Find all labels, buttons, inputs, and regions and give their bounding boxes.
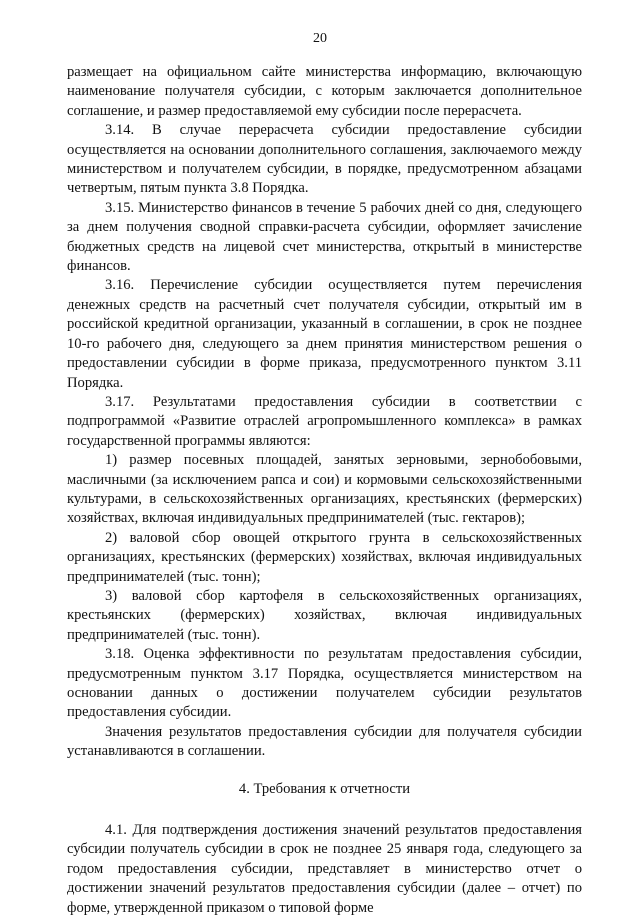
list-item-3: 3) валовой сбор картофеля в сельскохозяйственных организациях, крестьянских (фермерских) хозяйствах, включая индивидуальных предпринимателей (тыс. тонн).: [67, 587, 582, 643]
paragraph-4-1: 4.1. Для подтверждения достижения значений результатов предоставления субсидии получатель субсидии в срок не позднее 25 января года, следующего за годом предоставления субсидии, представляет в министерство отчет о достижении значений результатов предоставления субсидии (далее – отчет) по форме, утвержденной приказом о типовой форме: [67, 822, 582, 916]
paragraph-3-18: 3.18. Оценка эффективности по результатам предоставления субсидии, предусмотренным пунктом 3.17 Порядка, осуществляется министерством на основании данных о достижении получателем субсидии результатов предоставления субсидии.: [67, 646, 582, 721]
paragraph-3-16: 3.16. Перечисление субсидии осуществляется путем перечисления денежных средств на расчетный счет получателя субсидии, открытый им в российской кредитной организации, указанный в соглашении, в срок не позднее 10-го рабочего дня, следующего за днем принятия министерством решения о предоставлении субсидии в форме приказа, предусмотренного пунктом 3.11 Порядка.: [67, 277, 582, 391]
paragraph-3-14: 3.14. В случае перерасчета субсидии предоставление субсидии осуществляется на основании дополнительного соглашения, заключаемого между министерством и получателем субсидии, в порядке, предусмотренном абзацами четвертым, пятым пункта 3.8 Порядка.: [67, 122, 582, 197]
paragraph-continuation: размещает на официальном сайте министерства информацию, включающую наименование получателя субсидии, с которым заключается дополнительное соглашение, и размер предоставляемой ему субсидии после перерасчета.: [67, 64, 582, 119]
list-item-2: 2) валовой сбор овощей открытого грунта в сельскохозяйственных организациях, крестьянских (фермерских) хозяйствах, включая индивидуальных предпринимателей (тыс. тонн);: [67, 529, 582, 585]
list-item-1: 1) размер посевных площадей, занятых зерновыми, зернобобовыми, масличными (за исключением рапса и сои) и кормовыми сельскохозяйственными культурами, в сельскохозяйственных организациях, крестьянских (фермерских) хозяйствах, включая индивидуальных предпринимателей (тыс. гектаров);: [67, 452, 582, 527]
paragraph-3-17: 3.17. Результатами предоставления субсидии в соответствии с подпрограммой «Развитие отраслей агропромышленного комплекса» в рамках государственной программы являются:: [67, 393, 582, 449]
document-body: [67, 63, 582, 918]
paragraph-3-15: 3.15. Министерство финансов в течение 5 рабочих дней со дня, следующего за днем получения сводной справки-расчета субсидии, оформляет зачисление бюджетных средств на лицевой счет министерства, открытый в министерстве финансов.: [67, 199, 582, 275]
paragraph-results-values: Значения результатов предоставления субсидии для получателя субсидии устанавливаются в соглашении.: [67, 723, 582, 760]
page-number: 20: [313, 31, 327, 46]
section-heading: 4. Требования к отчетности: [238, 780, 411, 797]
